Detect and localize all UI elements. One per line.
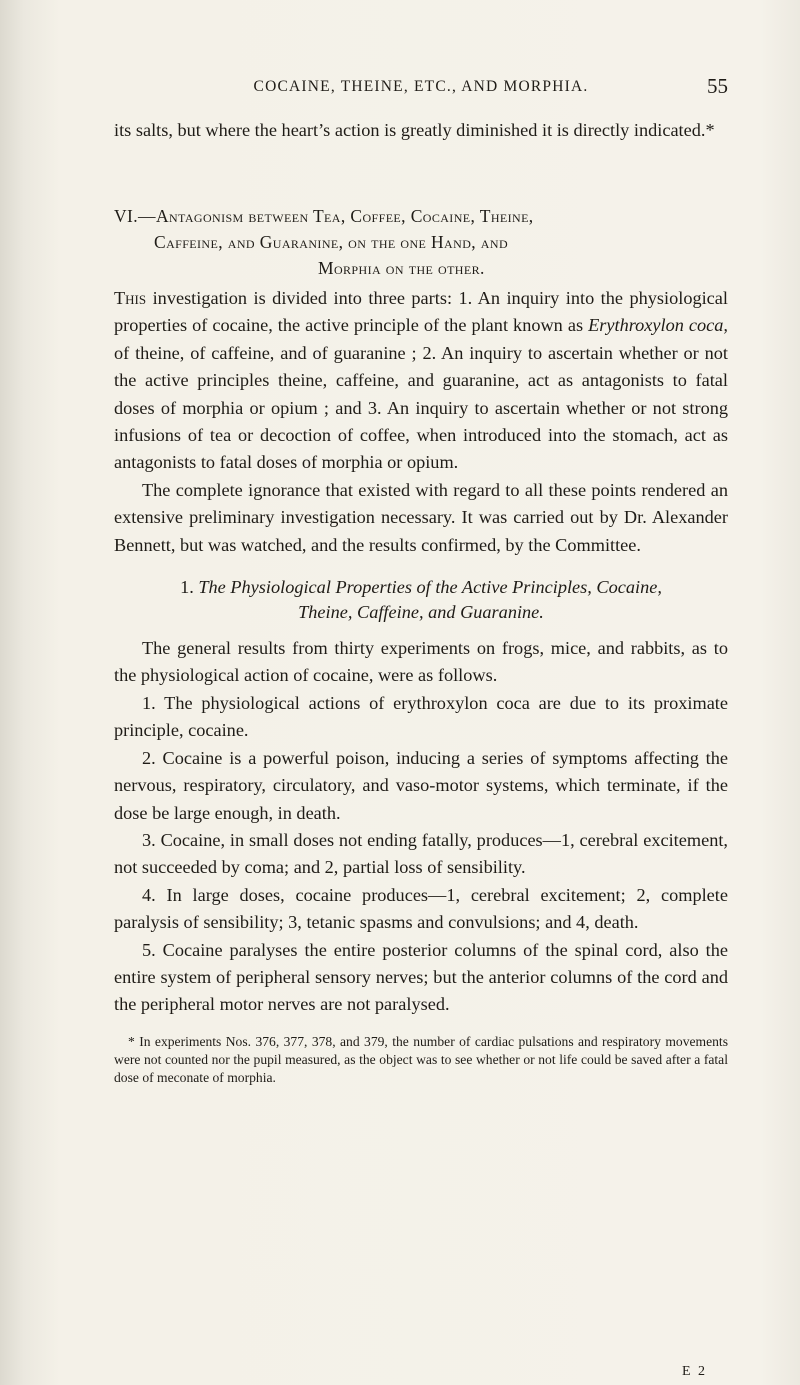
subheading: 1. The Physiological Properties of the Active Principles, Cocaine, Theine, Caffeine, and Guaranine. — [180, 577, 662, 623]
section-heading-line-2: Caffeine, and Guaranine, on the one Hand, and — [154, 232, 509, 252]
paragraph-3: The general results from thirty experiments on frogs, mice, and rabbits, as to the physiological action of cocaine, were as follows. — [114, 638, 728, 686]
signature-mark: E 2 — [682, 1364, 708, 1379]
paragraph-2: The complete ignorance that existed with regard to all these points rendered an extensive preliminary investigation necessary. It was carried out by Dr. Alexander Bennett, but was watched, and the results confirmed, by the Committee. — [114, 479, 728, 555]
list-item: 1. The physiological actions of erythroxylon coca are due to its proximate principle, cocaine. — [114, 692, 728, 741]
paragraph-1: This investigation is divided into three parts: 1. An inquiry into the physiological properties of cocaine, the active principle of the plant known as Erythroxylon coca, of theine, of caffeine, and of guaranine ; 2. An inquiry to ascertain whether or not the active principles theine, caffeine, and guaranine, act as antagonists to fatal doses of morphia or opium ; and 3. An inquiry to ascertain whether or not strong infusions of tea or decoction of coffee, when introduced into the stomach, act as antagonists to fatal doses of morphia or opium. — [114, 288, 728, 473]
list-item: 3. Cocaine, in small doses not ending fatally, produces—1, cerebral excitement, not succeeded by coma; and 2, partial loss of sensibility. — [114, 829, 728, 878]
page-header — [114, 76, 728, 100]
running-title: COCAINE, THEINE, ETC., AND MORPHIA. — [253, 78, 589, 95]
section-heading-line-1: VI.—Antagonism between Tea, Coffee, Cocaine, Theine, — [114, 206, 534, 226]
body-text — [114, 285, 728, 1087]
page-number: 55 — [707, 74, 728, 98]
list-item: 2. Cocaine is a powerful poison, inducing a series of symptoms affecting the nervous, respiratory, circulatory, and vaso-motor systems, which terminate, if the dose be large enough, in death. — [114, 747, 728, 823]
section-heading-line-3: Morphia on the other. — [318, 258, 485, 278]
footnote: * In experiments Nos. 376, 377, 378, and 379, the number of cardiac pulsations and respiratory movements were not counted nor the pupil measured, as the object was to see whether or not life could be saved after a fatal dose of meconate of morphia. — [114, 1033, 728, 1086]
section-heading — [114, 203, 728, 281]
list-item: 4. In large doses, cocaine produces—1, cerebral excitement; 2, complete paralysis of sensibility; 3, tetanic spasms and convulsions; and 4, death. — [114, 884, 728, 933]
intro-paragraph: its salts, but where the heart’s action is greatly diminished it is directly indicated.* — [114, 120, 715, 140]
list-item: 5. Cocaine paralyses the entire posterior columns of the spinal cord, also the entire system of peripheral sensory nerves; but the anterior columns of the cord and the peripheral motor nerves are not paralysed. — [114, 939, 728, 1015]
